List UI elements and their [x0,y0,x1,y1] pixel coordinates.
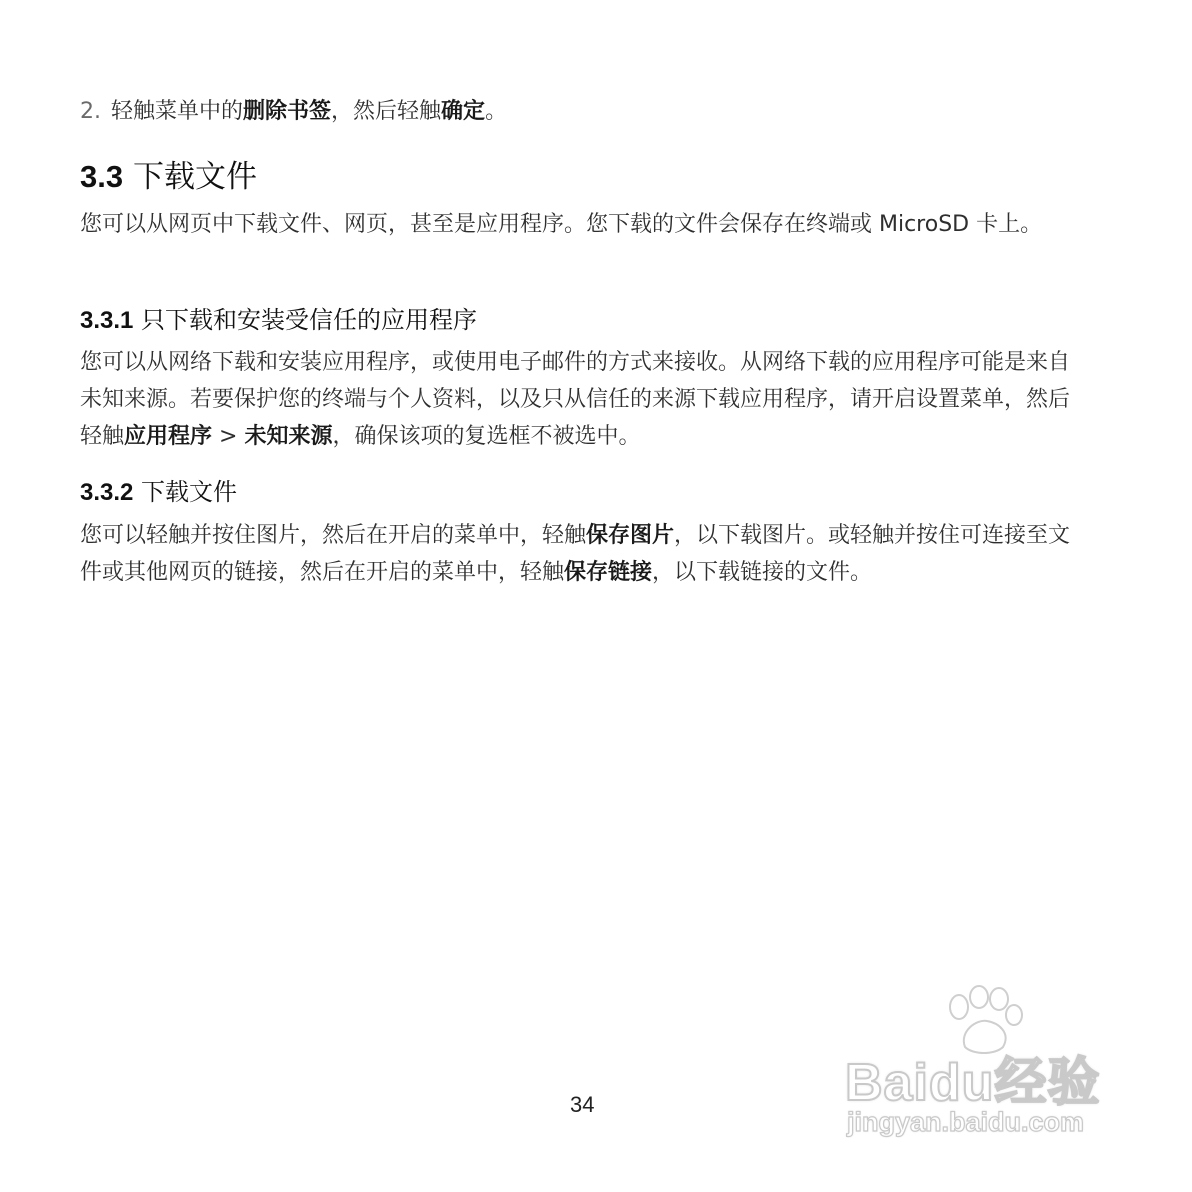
section-heading [80,155,257,199]
subsection-1-number: 3.3.1 [80,307,134,334]
subsection-1-separator: > [212,424,245,449]
subsection-2-heading [80,474,237,511]
page-number: 34 [570,1092,595,1117]
step-text: ，然后轻触 [331,99,442,124]
subsection-2-bold-save-link: 保存链接 [564,560,653,585]
subsection-1-heading [80,302,477,339]
subsection-2-text: ，以下载图片。或轻触并按住可连接至文件或其他网页的链接，然后在开启的菜单中，轻触 [80,523,1071,585]
subsection-1-bold-apps: 应用程序 [124,424,213,449]
step-text: 轻触菜单中的 [111,99,244,124]
step-number: 2. [80,99,101,124]
section-title: 下载文件 [132,159,257,195]
subsection-1-text: 您可以从网络下载和安装应用程序，或使用电子邮件的方式来接收。从网络下载的应用程序可能是来自未知来源。若要保护您的终端与个人资料，以及只从信任的来源下载应用程序，请开启设置菜单，然后轻触 [80,350,1071,449]
subsection-1-title: 只下载和安装受信任的应用程序 [141,306,478,334]
subsection-2-text: ，以下载链接的文件。 [652,560,873,585]
subsection-2-text: 您可以轻触并按住图片，然后在开启的菜单中，轻触 [80,523,587,548]
subsection-1-text: ，确保该项的复选框不被选中。 [332,424,641,449]
step-item [80,95,507,129]
subsection-2-bold-save-image: 保存图片 [586,523,675,548]
subsection-2-body [80,517,1090,591]
subsection-2-title: 下载文件 [141,478,238,506]
step-text: 。 [485,99,508,124]
watermark-logo: Baidu经验 [845,1054,1101,1112]
watermark-url: jingyan.baidu.com [847,1107,1085,1137]
baidu-watermark [845,985,1125,1145]
section-body: 您可以从网页中下载文件、网页，甚至是应用程序。您下载的文件会保存在终端或 MicroSD 卡上。 [80,212,1043,237]
step-bold-confirm: 确定 [441,99,486,124]
subsection-2-number: 3.3.2 [80,479,134,506]
section-number: 3.3 [80,159,124,194]
step-bold-delete-bookmark: 删除书签 [243,99,332,124]
subsection-1-bold-unknown-sources: 未知来源 [244,424,333,449]
subsection-1-body [80,344,1090,455]
